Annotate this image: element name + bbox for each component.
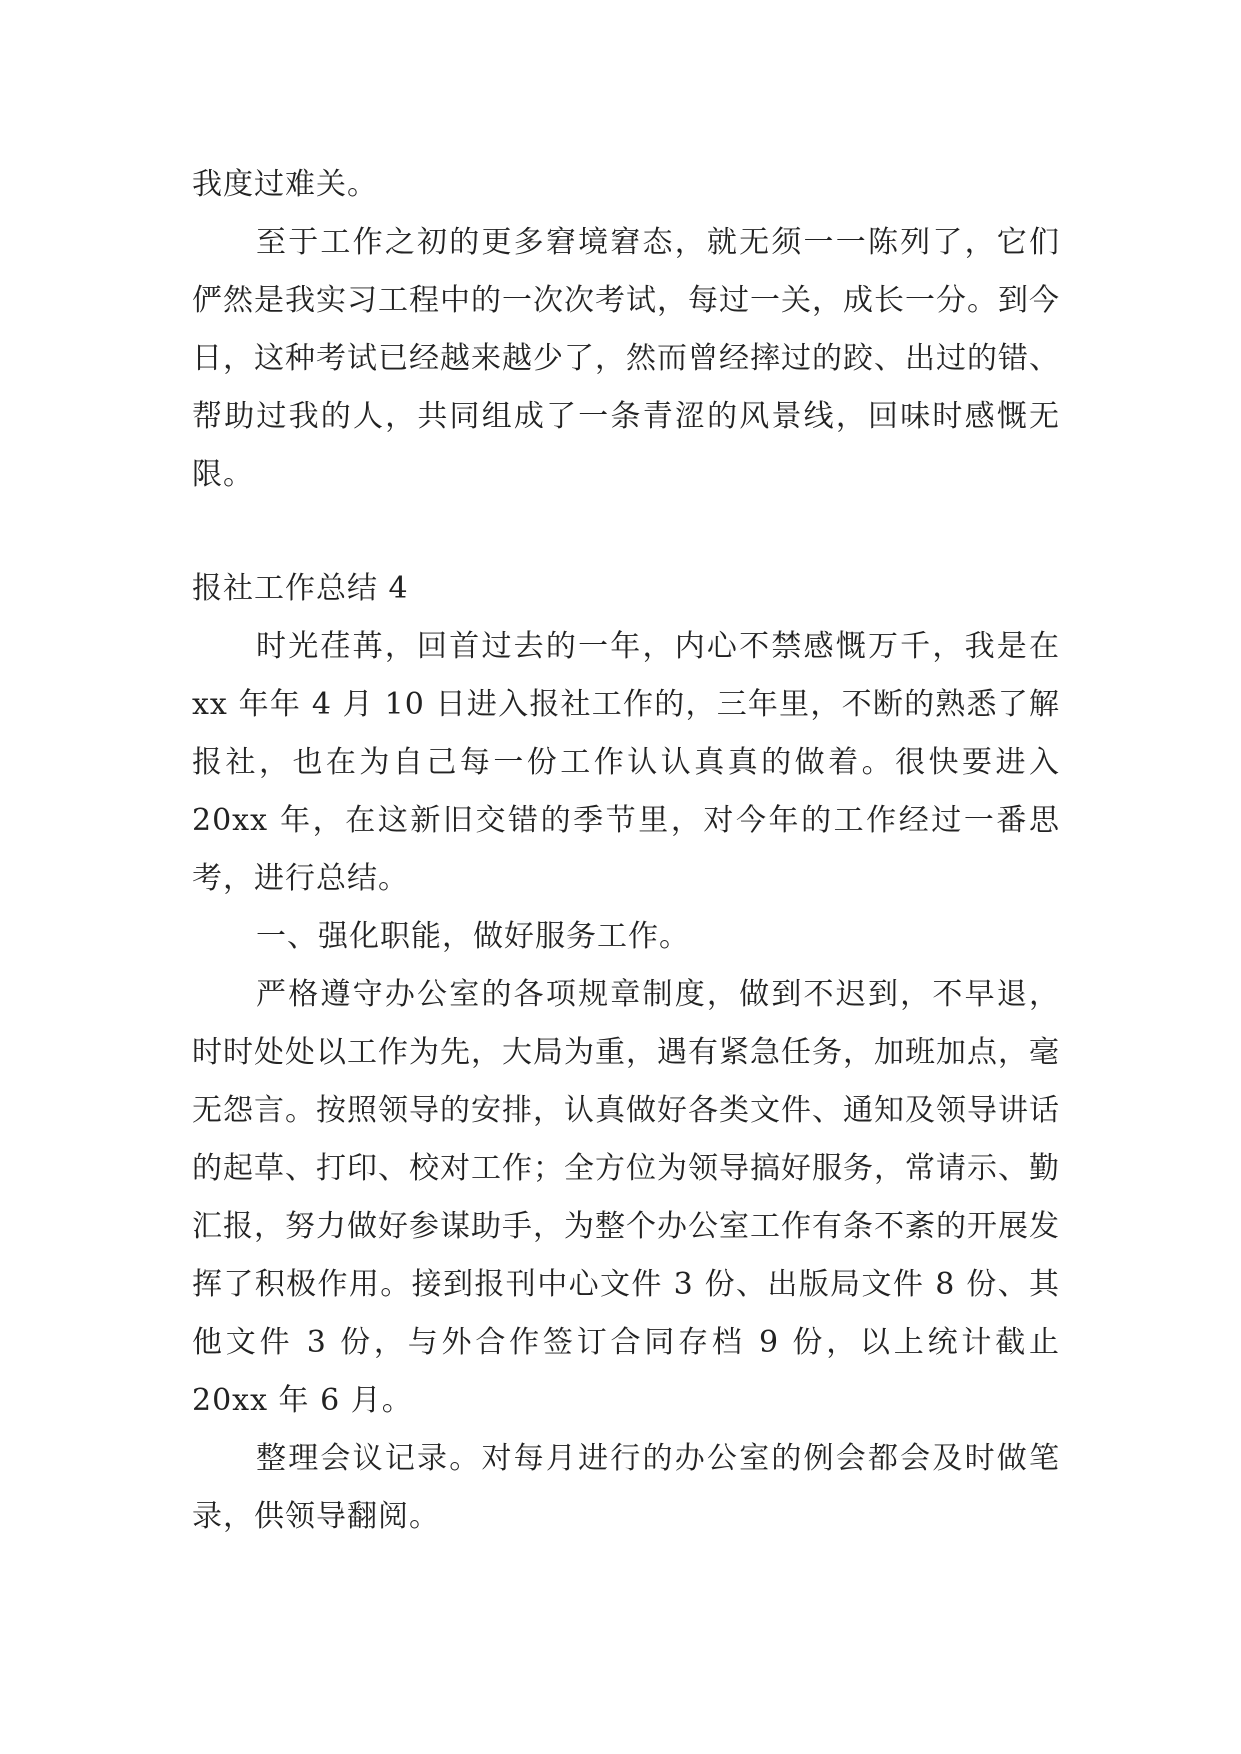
document-body [192, 156, 1060, 1546]
section-paragraph-3: 严格遵守办公室的各项规章制度，做到不迟到，不早退，时时处处以工作为先，大局为重，遇有紧急任务，加班加点，毫无怨言。按照领导的安排，认真做好各类文件、通知及领导讲话的起草、打印、校对工作；全方位为领导搞好服务，常请示、勤汇报，努力做好参谋助手，为整个办公室工作有条不紊的开展发挥了积极作用。接到报刊中心文件 3 份、出版局文件 8 份、其他文件 3 份，与外合作签订合同存档 9 份，以上统计截止 20xx 年 6 月。 [192, 977, 1060, 1418]
paragraph-2: 至于工作之初的更多窘境窘态，就无须一一陈列了，它们俨然是我实习工程中的一次次考试，每过一关，成长一分。到今日，这种考试已经越来越少了，然而曾经摔过的跤、出过的错、帮助过我的人，共同组成了一条青涩的风景线，回味时感慨无限。 [192, 225, 1060, 492]
section-paragraph-1: 时光荏苒，回首过去的一年，内心不禁感慨万千，我是在 xx 年年 4 月 10 日进入报社工作的，三年里，不断的熟悉了解报社，也在为自己每一份工作认认真真的做着。很快要进入 20xx 年，在这新旧交错的季节里，对今年的工作经过一番思考，进行总结。 [192, 629, 1060, 896]
section-paragraph-4: 整理会议记录。对每月进行的办公室的例会都会及时做笔录，供领导翻阅。 [192, 1441, 1060, 1534]
section-paragraph-2: 一、强化职能，做好服务工作。 [256, 919, 690, 954]
paragraph-1: 我度过难关。 [192, 167, 378, 202]
section-title: 报社工作总结 4 [192, 571, 409, 606]
